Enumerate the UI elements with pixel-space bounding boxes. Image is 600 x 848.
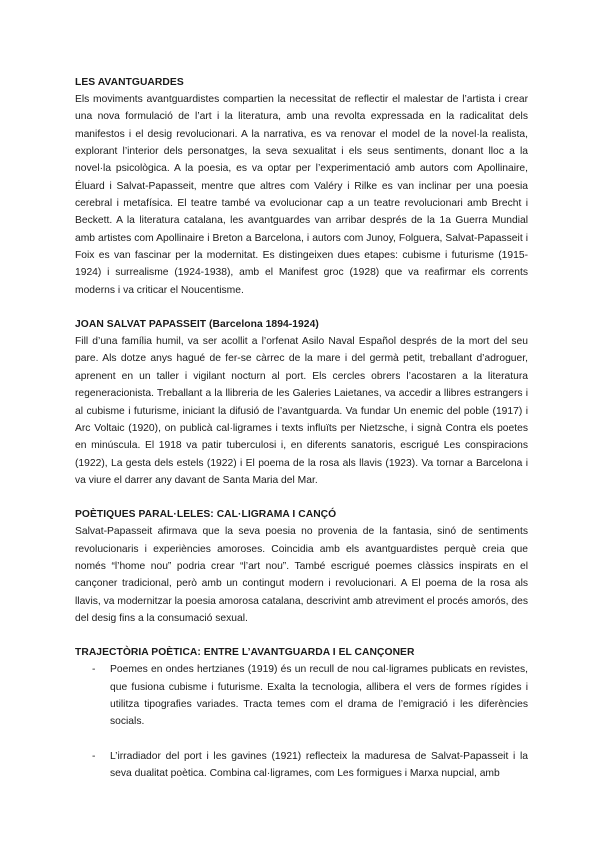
- section-salvat-papasseit: [75, 316, 528, 489]
- section-poetiques: [75, 506, 528, 627]
- bullet-list: [75, 661, 528, 782]
- bullet-dash: -: [92, 750, 96, 762]
- section-heading: TRAJECTÒRIA POÈTICA: ENTRE L’AVANTGUARDA I EL CANÇONER: [75, 647, 415, 659]
- bullet-dash: -: [92, 664, 96, 676]
- section-paragraph: Fill d’una família humil, va ser acollit a l’orfenat Asilo Naval Español després de la mort del seu pare. Als dotze anys hagué de fer-se càrrec de la mare i del germà petit, treballant d’adroguer, aprenent en un taller i vigilant nocturn al port. Els cercles obrers l’acostaren a la literatura regeneracionista. Treballant a la llibreria de les Galeries Laietanes, va accedir a llibres estrangers i al cubisme i futurisme, iniciant la difusió de l’avantguarda. Va fundar Un enemic del poble (1917) i Arc Voltaic (1920), on publicà cal·ligrames i texts influïts per Nietzsche, i signà Contra els poetes en minúscula. El 1918 va patir tuberculosi i, en diferents sanatoris, escrigué Les conspiracions (1922), La gesta dels estels (1922) i El poema de la rosa als llavis (1923). Va tornar a Barcelona i va viure el darrer any davant de Santa Maria del Mar.: [75, 336, 528, 486]
- list-item-text: L’irradiador del port i les gavines (1921) reflecteix la maduresa de Salvat-Papasseit i la seva dualitat poètica. Combina cal·ligrames, com Les formigues i Marxa nupcial, amb: [110, 750, 528, 779]
- section-heading: JOAN SALVAT PAPASSEIT (Barcelona 1894-1924): [75, 319, 319, 331]
- section-paragraph: Salvat-Papasseit afirmava que la seva poesia no provenia de la fantasia, sinó de sentiments revolucionaris i experiències amoroses. Coincidia amb els avantguardistes perquè creia que només “l’home nou” podria crear “l’art nou”. També escrigué poemes clàssics inspirats en el cançoner tradicional, però amb un contingut modern i revolucionari. A El poema de la rosa als llavis, va modernitzar la poesia amorosa catalana, descrivint amb atreviment el procés amorós, des del desig fins a la consumació sexual.: [75, 526, 528, 624]
- list-item: [75, 748, 528, 783]
- section-avantguardes: [75, 74, 528, 299]
- list-item: [75, 661, 528, 730]
- section-trajectoria: [75, 644, 528, 782]
- section-paragraph: Els moviments avantguardistes compartien la necessitat de reflectir el malestar de l’artista i crear una nova formulació de l’art i la literatura, amb una revolta expressada en la radicalitat dels manifestos i el desig revolucionari. A la narrativa, es va renovar el model de la novel·la realista, explorant l’interior dels personatges, la seva sexualitat i els seus sentiments, donant lloc a la novel·la psicològica. A la poesia, es va optar per l’experimentació amb autors com Apollinaire, Éluard i Salvat-Papasseit, mentre que altres com Valéry i Rilke es van inclinar per una poesia cerebral i metafísica. El teatre també va evolucionar cap a un teatre revolucionari amb Brecht i Beckett. A la literatura catalana, les avantguardes van arribar després de la 1a Guerra Mundial amb artistes com Apollinaire i Breton a Barcelona, i autors com Junoy, Folguera, Salvat-Papasseit i Foix es van fascinar per la modernitat. Es distingeixen dues etapes: cubisme i futurisme (1915-1924) i surrealisme (1924-1938), amb el Manifest groc (1928) que va reafirmar els corrents moderns i va criticar el Noucentisme.: [75, 94, 528, 296]
- section-heading: POÈTIQUES PARAL·LELES: CAL·LIGRAMA I CANÇÓ: [75, 509, 337, 521]
- section-heading: LES AVANTGUARDES: [75, 77, 184, 88]
- document-content: [75, 74, 528, 799]
- list-item-text: Poemes en ondes hertzianes (1919) és un recull de nou cal·ligrames publicats en revistes, que fusiona cubisme i futurisme. Exalta la tecnologia, allibera el vers de formes rígides i utilitza tipografies variades. Tracta temes com el drama de l’emigració i les diferències socials.: [110, 664, 528, 728]
